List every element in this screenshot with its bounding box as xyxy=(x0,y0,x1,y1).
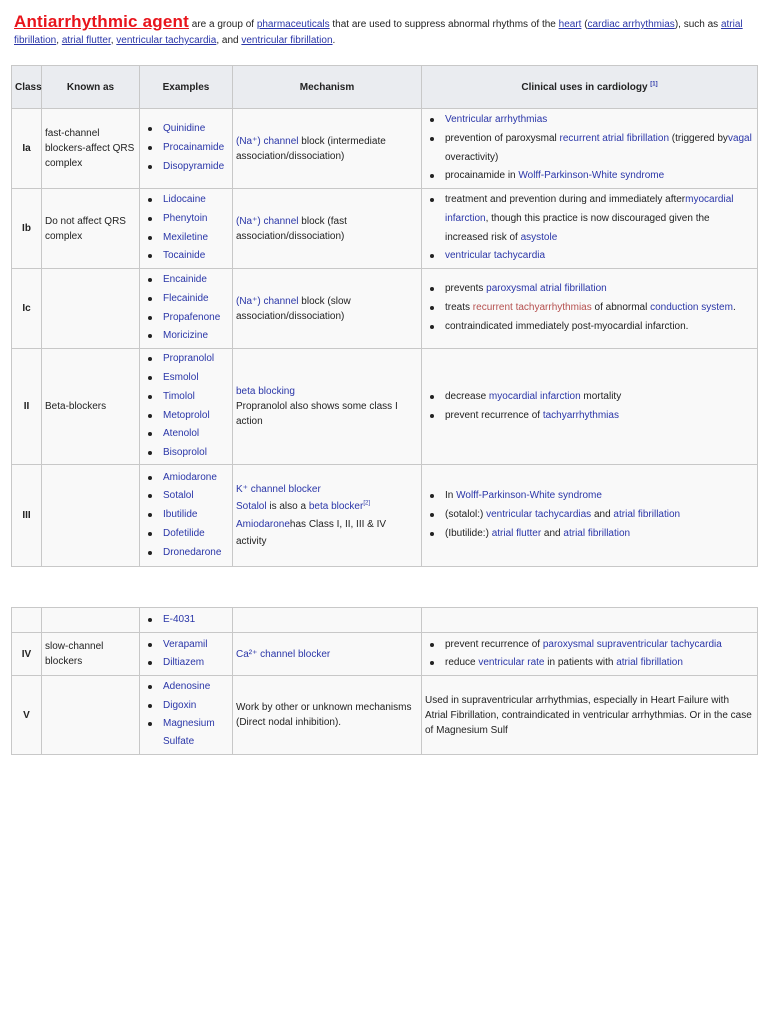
drug-link[interactable]: Propranolol xyxy=(163,353,215,365)
use-link[interactable]: ventricular tachycardia xyxy=(445,250,546,262)
drug-link[interactable]: Propafenone xyxy=(163,311,221,323)
use-text: treats xyxy=(445,302,473,314)
use-link[interactable]: atrial fibrillation xyxy=(616,657,683,668)
table-row-class-ia xyxy=(12,109,758,189)
class-cell: Ib xyxy=(12,189,42,269)
known-as-cell: fast-channel blockers-affect QRS complex xyxy=(42,109,140,189)
known-as-cell xyxy=(42,465,140,567)
mechanism-text: has Class I, II, III & IV activity xyxy=(236,518,387,547)
use-link[interactable]: recurrent atrial fibrillation xyxy=(559,132,670,144)
mechanism-link[interactable]: Sotalol xyxy=(236,501,267,512)
header-clinical-uses xyxy=(422,66,758,109)
intro-text: ( xyxy=(581,19,588,30)
use-text: , though this practice is now discouraged given the increased risk of xyxy=(445,212,710,243)
intro-text: that are used to suppress abnormal rhythms of the xyxy=(329,19,559,30)
mechanism-link[interactable]: (Na⁺) channel xyxy=(236,215,299,227)
clinical-uses-cell xyxy=(422,608,758,633)
intro-text: , and xyxy=(216,35,242,46)
mechanism-cell xyxy=(233,109,422,189)
header-examples: Examples xyxy=(140,66,233,109)
mechanism-link[interactable]: (Na⁺) channel xyxy=(236,135,299,147)
use-link[interactable]: atrial fibrillation xyxy=(563,527,631,539)
use-link[interactable]: atrial fibrillation xyxy=(613,509,681,521)
use-link[interactable]: conduction system xyxy=(650,302,733,314)
use-text: reduce xyxy=(445,657,479,668)
mechanism-link[interactable]: Amiodarone xyxy=(236,518,290,530)
drug-link[interactable]: Amiodarone xyxy=(163,471,217,483)
class-cell: Ia xyxy=(12,109,42,189)
use-link[interactable]: Ventricular arrhythmias xyxy=(445,114,548,126)
drug-link[interactable]: Metoprolol xyxy=(163,409,210,421)
examples-cell xyxy=(140,189,233,269)
mechanism-cell xyxy=(233,349,422,465)
use-text: decrease xyxy=(445,390,489,402)
table-row-class-ic xyxy=(12,269,758,349)
header-mechanism: Mechanism xyxy=(233,66,422,109)
intro-text: , xyxy=(110,35,117,46)
use-link[interactable]: paroxysmal supraventricular tachycardia xyxy=(542,638,722,650)
use-text: treatment and prevention during and immediately after xyxy=(445,194,686,206)
use-text: prevent recurrence of xyxy=(445,409,543,421)
drug-link[interactable]: Quinidine xyxy=(163,123,206,135)
known-as-cell xyxy=(42,269,140,349)
use-link[interactable]: myocardial infarction xyxy=(488,390,581,402)
drug-link[interactable]: Procainamide xyxy=(163,142,225,154)
drug-link[interactable]: Flecainide xyxy=(163,292,209,304)
clinical-uses-cell xyxy=(422,633,758,676)
intro-text: . xyxy=(332,35,336,46)
use-text: prevents xyxy=(445,283,487,295)
intro-paragraph xyxy=(14,14,754,49)
mechanism-text: block (intermediate association/dissociation) xyxy=(236,135,386,162)
mechanism-cell xyxy=(233,608,422,633)
drug-link[interactable]: Lidocaine xyxy=(163,194,206,206)
link-heart[interactable]: heart xyxy=(558,19,582,30)
examples-cell xyxy=(140,676,233,755)
table-row-class-v xyxy=(12,676,758,755)
drug-link[interactable]: Encainide xyxy=(163,274,207,286)
class-cell: V xyxy=(12,676,42,755)
mechanism-link[interactable]: beta blocking xyxy=(236,386,295,397)
drug-link[interactable]: Bisoprolol xyxy=(163,446,207,458)
drug-link[interactable]: E-4031 xyxy=(163,613,196,625)
clinical-uses-cell xyxy=(422,269,758,349)
examples-cell xyxy=(140,633,233,676)
drug-link[interactable]: Verapamil xyxy=(163,638,208,650)
use-text: prevent recurrence of xyxy=(445,638,543,650)
use-text: (sotalol:) xyxy=(445,509,487,521)
examples-cell xyxy=(140,349,233,465)
mechanism-link[interactable]: K⁺ channel blocker xyxy=(236,483,321,495)
clinical-uses-cell xyxy=(422,109,758,189)
use-link[interactable]: Wolff-Parkinson-White syndrome xyxy=(456,490,602,502)
mechanism-text: block (slow association/dissociation) xyxy=(236,295,351,322)
drug-link[interactable]: Dronedarone xyxy=(163,546,222,558)
ref-link[interactable]: [1] xyxy=(650,81,658,88)
use-text: (triggered by xyxy=(669,132,728,144)
class-cell: Ic xyxy=(12,269,42,349)
antiarrhythmic-table-continued xyxy=(11,607,758,755)
intro-text: are a group of xyxy=(188,19,257,30)
examples-cell xyxy=(140,608,233,633)
use-link[interactable]: vagal xyxy=(727,132,752,144)
link-atrial-fibrillation[interactable]: atrial fibrillation xyxy=(14,19,743,46)
use-text: prevention of paroxysmal xyxy=(445,132,560,144)
use-link[interactable]: tachyarrhythmias xyxy=(542,409,619,421)
use-text: overactivity) xyxy=(445,151,499,163)
class-cell: II xyxy=(12,349,42,465)
mechanism-cell xyxy=(233,269,422,349)
use-text: mortality xyxy=(580,390,622,402)
drug-link[interactable]: Digoxin xyxy=(163,699,197,711)
use-text: and xyxy=(541,527,564,539)
header-clinical-label: Clinical uses in cardiology xyxy=(521,81,648,93)
use-text: in patients with xyxy=(544,657,617,668)
drug-link[interactable]: Sotalol xyxy=(163,490,194,502)
drug-link[interactable]: Ibutilide xyxy=(163,509,198,521)
mechanism-cell xyxy=(233,465,422,567)
table-row-class-iii-continued xyxy=(12,608,758,633)
class-cell xyxy=(12,608,42,633)
table-header-row xyxy=(12,66,758,109)
use-link[interactable]: asystole xyxy=(520,231,558,243)
use-text: (Ibutilide:) xyxy=(445,527,492,539)
link-ventricular-fibrillation[interactable]: ventricular fibrillation xyxy=(241,35,333,46)
use-link[interactable]: Wolff-Parkinson-White syndrome xyxy=(518,170,665,182)
use-link[interactable]: atrial flutter xyxy=(491,527,542,539)
drug-link[interactable]: Disopyramide xyxy=(163,160,225,172)
known-as-cell: Beta-blockers xyxy=(42,349,140,465)
clinical-uses-cell xyxy=(422,349,758,465)
drug-link[interactable]: Atenolol xyxy=(163,428,200,440)
class-cell: IV xyxy=(12,633,42,676)
header-class: Class xyxy=(12,66,42,109)
drug-link[interactable]: Timolol xyxy=(163,390,195,402)
header-known-as: Known as xyxy=(42,66,140,109)
drug-link[interactable]: Mexiletine xyxy=(163,231,209,243)
ref-link[interactable]: [2] xyxy=(363,500,370,507)
link-ventricular-tachycardia[interactable]: ventricular tachycardia xyxy=(116,35,217,46)
use-link[interactable]: ventricular tachycardias xyxy=(486,509,592,521)
intro-text: ), such as xyxy=(674,19,721,30)
mechanism-cell xyxy=(233,633,422,676)
mechanism-text: block (fast association/dissociation) xyxy=(236,215,347,242)
mechanism-text: Propranolol also shows some class I action xyxy=(236,401,398,427)
known-as-cell: slow-channel blockers xyxy=(42,633,140,676)
use-text: procainamide in xyxy=(445,170,519,182)
drug-link[interactable]: Phenytoin xyxy=(163,212,208,224)
mechanism-text: is also a xyxy=(266,501,309,512)
antiarrhythmic-table xyxy=(11,65,758,567)
mechanism-link[interactable]: Ca²⁺ channel blocker xyxy=(236,648,331,660)
drug-link[interactable]: Adenosine xyxy=(163,681,211,693)
mechanism-cell: Work by other or unknown mechanisms (Direct nodal inhibition). xyxy=(233,676,422,755)
clinical-uses-cell xyxy=(422,189,758,269)
use-text: of abnormal xyxy=(591,302,651,314)
use-text: contraindicated immediately post-myocardial infarction. xyxy=(445,320,689,332)
examples-cell xyxy=(140,465,233,567)
class-cell: III xyxy=(12,465,42,567)
link-atrial-flutter[interactable]: atrial flutter xyxy=(61,35,111,46)
use-link-missing[interactable]: recurrent tachyarrhythmias xyxy=(472,302,592,314)
examples-cell xyxy=(140,109,233,189)
known-as-cell xyxy=(42,676,140,755)
table-row-class-ii xyxy=(12,349,758,465)
use-link[interactable]: paroxysmal atrial fibrillation xyxy=(486,283,607,295)
known-as-cell xyxy=(42,608,140,633)
drug-link[interactable]: Diltiazem xyxy=(163,657,205,668)
use-link[interactable]: ventricular rate xyxy=(478,657,545,668)
known-as-cell: Do not affect QRS complex xyxy=(42,189,140,269)
table-row-class-iii xyxy=(12,465,758,567)
use-link[interactable]: myocardial infarction xyxy=(445,194,734,224)
mechanism-link[interactable]: (Na⁺) channel xyxy=(236,295,299,307)
table-row-class-ib xyxy=(12,189,758,269)
page-title: Antiarrhythmic agent xyxy=(14,12,189,31)
link-cardiac-arrhythmias[interactable]: cardiac arrhythmias xyxy=(587,19,675,30)
examples-cell xyxy=(140,269,233,349)
table-row-class-iv xyxy=(12,633,758,676)
use-text: . xyxy=(732,302,736,314)
drug-link[interactable]: Magnesium Sulfate xyxy=(163,718,215,748)
use-text: In xyxy=(445,490,457,502)
drug-link[interactable]: Tocainide xyxy=(163,250,206,262)
drug-link[interactable]: Moricizine xyxy=(163,330,209,342)
use-text: and xyxy=(591,509,614,521)
drug-link[interactable]: Esmolol xyxy=(163,372,199,384)
clinical-uses-cell: Used in supraventricular arrhythmias, especially in Heart Failure with Atrial Fibrillation, contraindicated in ventricular arrhythmias. Or in the case of Magnesium Sulf xyxy=(422,676,758,755)
intro-text: , xyxy=(56,35,62,46)
clinical-uses-cell xyxy=(422,465,758,567)
mechanism-link[interactable]: beta blocker xyxy=(308,501,364,512)
drug-link[interactable]: Dofetilide xyxy=(163,527,205,539)
link-pharmaceuticals[interactable]: pharmaceuticals xyxy=(256,19,330,30)
mechanism-cell xyxy=(233,189,422,269)
